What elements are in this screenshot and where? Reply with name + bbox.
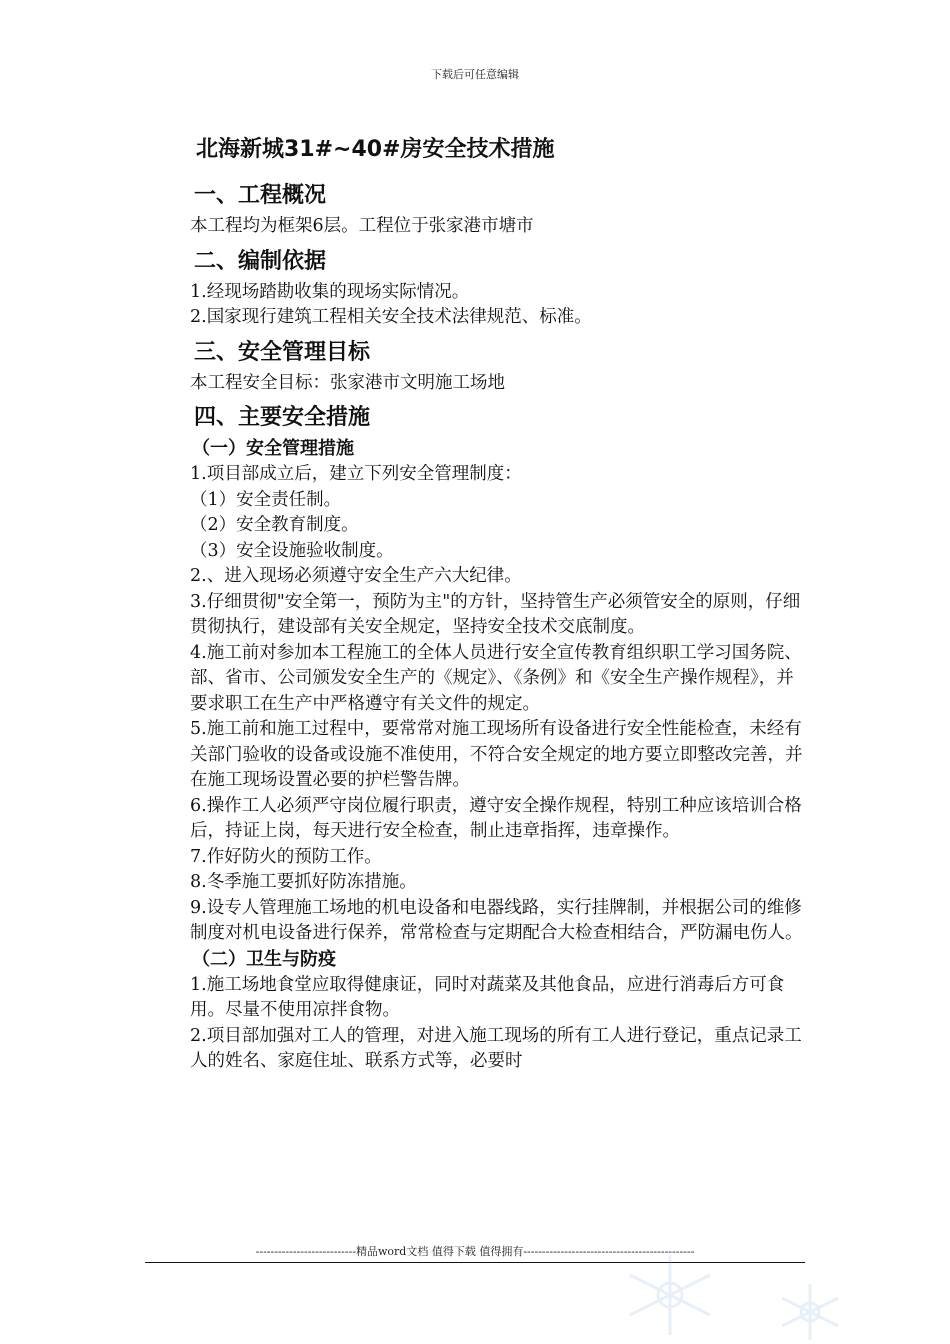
document-title: 北海新城31#~40#房安全技术措施 [196,137,555,162]
list-item: 3.仔细贯彻"安全第一，预防为主"的方针，坚持管生产必须管安全的原则，仔细贯彻执行，建设部有关安全规定，坚持安全技术交底制度。 [190,591,801,637]
snowflake-watermark-icon [610,1250,730,1340]
list-item: 2.、进入现场必须遵守安全生产六大纪律。 [190,566,522,586]
list-item: 1.施工场地食堂应取得健康证，同时对蔬菜及其他食品，应进行消毒后方可食用。尽量不使用凉拌食物。 [190,974,785,1020]
subsection-hygiene-epidemic: （二）卫生与防疫 [192,948,336,970]
list-item: 5.施工前和施工过程中，要常常对施工现场所有设备进行安全性能检查，未经有关部门验收的设备或设施不准使用，不符合安全规定的地方要立即整改完善，并在施工现场设置必要的护栏警告牌。 [190,719,803,790]
section-2-item: 1.经现场踏勘收集的现场实际情况。 [190,281,470,302]
section-3-heading: 三、安全管理目标 [194,339,371,365]
list-item: （1）安全责任制。 [190,489,342,510]
footer-note: ---------------------------精品word文档 值得下载 值得拥有---------------------------------------------- [255,1245,695,1258]
section-3-text: 本工程安全目标：张家港市文明施工场地 [190,372,505,393]
list-item: 7.作好防火的预防工作。 [190,846,382,867]
section-2-item: 2.国家现行建筑工程相关安全技术法律规范、标准。 [190,307,592,327]
section-1-text: 本工程均为框架6层。工程位于张家港市塘市 [190,216,534,236]
list-item: 8.冬季施工要抓好防冻措施。 [190,872,417,892]
list-item: 9.设专人管理施工场地的机电设备和电器线路，实行挂牌制，并根据公司的维修制度对机电设备进行保养，常常检查与定期配合大检查相结合，严防漏电伤人。 [190,897,803,943]
list-item: 2.项目部加强对工人的管理，对进入施工现场的所有工人进行登记，重点记录工人的姓名、家庭住址、联系方式等，必要时 [190,1025,802,1071]
section-4-heading: 四、主要安全措施 [194,405,371,430]
list-item: （2）安全教育制度。 [190,515,359,535]
list-item: （3）安全设施验收制度。 [190,540,394,561]
section-1-heading: 一、工程概况 [194,183,327,208]
list-item: 4.施工前对参加本工程施工的全体人员进行安全宣传教育组织职工学习国务院、部、省市、公司颁发安全生产的《规定》、《条例》和《安全生产操作规程》，并要求职工在生产中严格遵守有关文件的规定。 [190,642,802,714]
snowflake-watermark-icon [770,1280,850,1344]
document-body [190,132,810,1075]
list-item: 6.操作工人必须严守岗位履行职责，遵守安全操作规程，特别工种应该培训合格后，持证上岗，每天进行安全检查，制止违章指挥，违章操作。 [190,795,802,841]
header-note: 下载后可任意编辑 [431,68,519,81]
subsection-safety-management: （一）安全管理措施 [192,438,354,459]
list-item: 1.项目部成立后，建立下列安全管理制度： [190,464,522,484]
section-2-heading: 二、编制依据 [194,248,327,274]
